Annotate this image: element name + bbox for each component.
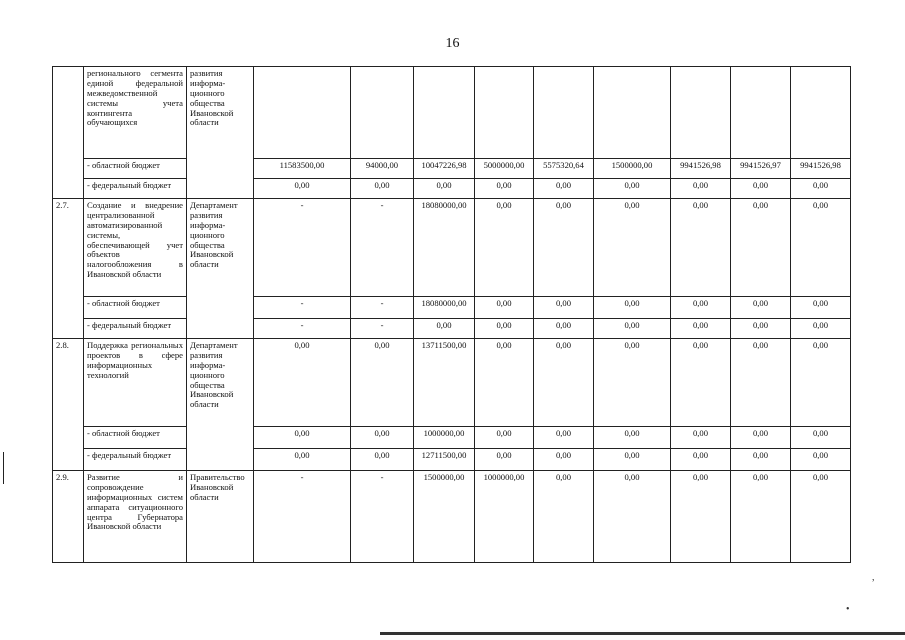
value-cell: 0,00 [534, 427, 594, 449]
value-cell: - [254, 297, 351, 319]
value-cell: - [351, 297, 414, 319]
measure-name-cell: - федеральный бюджет [84, 179, 187, 199]
value-cell: 0,00 [671, 339, 731, 427]
value-cell: 0,00 [731, 199, 791, 297]
value-cell: 0,00 [731, 179, 791, 199]
value-cell: 0,00 [731, 427, 791, 449]
measure-name-cell: - областной бюджет [84, 427, 187, 449]
value-cell: 0,00 [671, 179, 731, 199]
value-cell: 1500000,00 [414, 471, 475, 563]
value-cell: 0,00 [475, 179, 534, 199]
row-index-cell [53, 67, 84, 199]
value-cell: 0,00 [594, 427, 671, 449]
value-cell: 0,00 [594, 199, 671, 297]
value-cell: 0,00 [731, 297, 791, 319]
row-index-cell: 2.7. [53, 199, 84, 339]
value-cell: 0,00 [475, 319, 534, 339]
value-cell: 9941526,98 [791, 159, 851, 179]
measure-name-cell: Поддержка региональных проектов в сфере информационных технологий [84, 339, 187, 427]
table-row [53, 159, 851, 179]
value-cell: 0,00 [731, 339, 791, 427]
value-cell: - [351, 471, 414, 563]
scan-edge-line [380, 632, 905, 635]
value-cell: 18080000,00 [414, 297, 475, 319]
value-cell: 0,00 [351, 427, 414, 449]
value-cell: 0,00 [791, 471, 851, 563]
value-cell [594, 67, 671, 159]
value-cell: 0,00 [534, 449, 594, 471]
value-cell: 0,00 [351, 179, 414, 199]
value-cell: 0,00 [791, 297, 851, 319]
value-cell: 0,00 [534, 199, 594, 297]
value-cell [414, 67, 475, 159]
value-cell: - [351, 199, 414, 297]
value-cell: 0,00 [534, 179, 594, 199]
value-cell [671, 67, 731, 159]
value-cell: 94000,00 [351, 159, 414, 179]
table-row [53, 67, 851, 159]
value-cell: 12711500,00 [414, 449, 475, 471]
value-cell: 0,00 [534, 339, 594, 427]
value-cell: 0,00 [791, 199, 851, 297]
scan-dot: , [872, 572, 875, 583]
value-cell: 0,00 [671, 319, 731, 339]
value-cell: 10047226,98 [414, 159, 475, 179]
value-cell: 0,00 [594, 339, 671, 427]
value-cell: - [254, 199, 351, 297]
value-cell [731, 67, 791, 159]
value-cell [351, 67, 414, 159]
value-cell: 0,00 [671, 471, 731, 563]
value-cell: 9941526,97 [731, 159, 791, 179]
executor-cell: Правительство Ивановской области [187, 471, 254, 563]
table-row [53, 319, 851, 339]
executor-cell: развития информа- ционного общества Ивановской области [187, 67, 254, 199]
value-cell: 0,00 [791, 427, 851, 449]
value-cell: 0,00 [254, 449, 351, 471]
value-cell: 1500000,00 [594, 159, 671, 179]
table-row [53, 427, 851, 449]
table-body [53, 67, 851, 563]
margin-mark [3, 452, 4, 484]
value-cell: 5000000,00 [475, 159, 534, 179]
value-cell: 0,00 [594, 471, 671, 563]
value-cell: 0,00 [254, 339, 351, 427]
value-cell: 0,00 [475, 199, 534, 297]
measure-name-cell: - областной бюджет [84, 297, 187, 319]
value-cell: 0,00 [791, 449, 851, 471]
value-cell: 0,00 [414, 319, 475, 339]
value-cell [254, 67, 351, 159]
value-cell [791, 67, 851, 159]
value-cell: 0,00 [414, 179, 475, 199]
value-cell [534, 67, 594, 159]
value-cell: 0,00 [534, 297, 594, 319]
table-row [53, 199, 851, 297]
executor-cell: Департамент развития информа- ционного общества Ивановской области [187, 339, 254, 471]
value-cell: 0,00 [791, 339, 851, 427]
measure-name-cell: Создание и внедрение централизованной автоматизированной системы, обеспечивающей учет объектов налогообложения в Ивановской области [84, 199, 187, 297]
value-cell: 0,00 [254, 427, 351, 449]
value-cell: 0,00 [731, 471, 791, 563]
value-cell: 0,00 [254, 179, 351, 199]
value-cell: - [254, 319, 351, 339]
value-cell: 0,00 [731, 449, 791, 471]
value-cell: 0,00 [594, 319, 671, 339]
value-cell: 0,00 [671, 449, 731, 471]
value-cell: 0,00 [731, 319, 791, 339]
value-cell [475, 67, 534, 159]
value-cell: 0,00 [534, 319, 594, 339]
measure-name-cell: Развитие и сопровождение информационных систем аппарата ситуационного центра Губернатора Ивановской области [84, 471, 187, 563]
value-cell: 1000000,00 [475, 471, 534, 563]
measure-name-cell: регионального сегмента единой федеральной межведомственной системы учета контингента обучающихся [84, 67, 187, 159]
value-cell: 13711500,00 [414, 339, 475, 427]
measure-name-cell: - областной бюджет [84, 159, 187, 179]
value-cell: 0,00 [351, 449, 414, 471]
value-cell: 0,00 [594, 449, 671, 471]
value-cell: 0,00 [671, 427, 731, 449]
value-cell: 0,00 [475, 297, 534, 319]
value-cell: 0,00 [475, 339, 534, 427]
value-cell: 1000000,00 [414, 427, 475, 449]
row-index-cell: 2.9. [53, 471, 84, 563]
value-cell: 0,00 [671, 297, 731, 319]
table-row [53, 449, 851, 471]
table-row [53, 471, 851, 563]
measure-name-cell: - федеральный бюджет [84, 449, 187, 471]
row-index-cell: 2.8. [53, 339, 84, 471]
value-cell: 0,00 [791, 319, 851, 339]
table-row [53, 179, 851, 199]
value-cell: 18080000,00 [414, 199, 475, 297]
executor-cell: Департамент развития информа- ционного общества Ивановской области [187, 199, 254, 339]
page-number: 16 [445, 36, 460, 51]
value-cell: 0,00 [594, 297, 671, 319]
value-cell: 0,00 [791, 179, 851, 199]
value-cell: - [254, 471, 351, 563]
value-cell: - [351, 319, 414, 339]
value-cell: 5575320,64 [534, 159, 594, 179]
budget-table [52, 66, 851, 563]
value-cell: 11583500,00 [254, 159, 351, 179]
value-cell: 0,00 [594, 179, 671, 199]
scan-dot: • [846, 604, 850, 615]
value-cell: 9941526,98 [671, 159, 731, 179]
value-cell: 0,00 [534, 471, 594, 563]
measure-name-cell: - федеральный бюджет [84, 319, 187, 339]
value-cell: 0,00 [351, 339, 414, 427]
table-row [53, 339, 851, 427]
value-cell: 0,00 [475, 449, 534, 471]
value-cell: 0,00 [475, 427, 534, 449]
table-row [53, 297, 851, 319]
value-cell: 0,00 [671, 199, 731, 297]
